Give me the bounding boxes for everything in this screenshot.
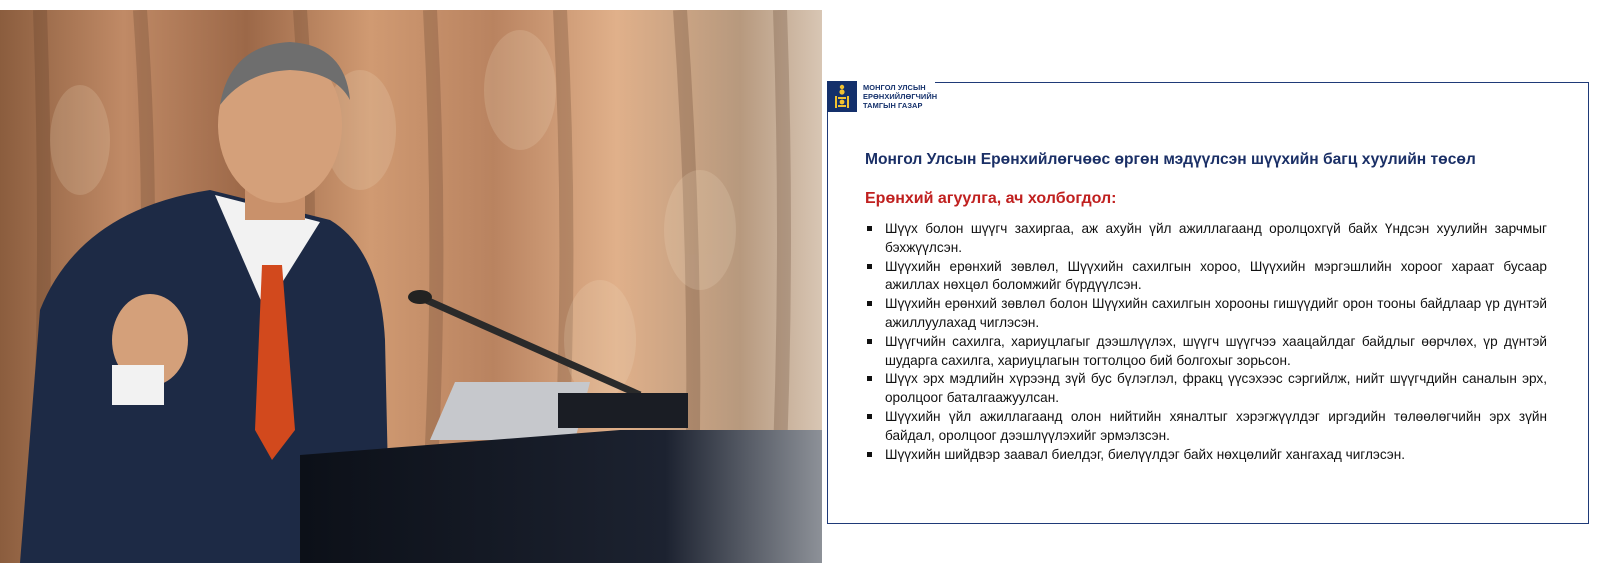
bullet-item: [865, 258, 1547, 296]
bullet-item: [865, 333, 1547, 371]
bullet-item: [865, 295, 1547, 333]
bullet-text: Шүүхийн ерөнхий зөвлөл болон Шүүхийн сахилгын хорооны гишүүдийг орон тооны байдлаар үр дүнтэй ажиллуулахад чиглэсэн.: [885, 296, 1547, 330]
presentation-slide: [827, 82, 1589, 524]
logo-line: ТАМГЫН ГАЗАР: [863, 101, 923, 110]
bullet-marker: [867, 376, 872, 381]
bullet-marker: [867, 301, 872, 306]
bullet-marker: [867, 414, 872, 419]
soyombo-emblem-icon: [827, 81, 857, 112]
bullet-list: [865, 220, 1547, 464]
bullet-text: Шүүх эрх мэдлийн хүрээнд зүй бус бүлэглэл, фракц үүсэхээс сэргийлж, нийт шүүгчдийн саналын эрх, оролцоог баталгаажуулсан.: [885, 371, 1547, 406]
bullet-item: [865, 408, 1547, 446]
bullet-marker: [867, 226, 872, 231]
bullet-text: Шүүхийн шийдвэр заавал биелдэг, биелүүлдэг байх нөхцөлийг хангахад чиглэсэн.: [885, 446, 1406, 462]
bullet-marker: [867, 264, 872, 269]
bullet-item: [865, 370, 1547, 408]
logo-line: ЕРӨНХИЙЛӨГЧИЙН: [863, 92, 938, 101]
logo: [827, 81, 937, 112]
bullet-marker: [867, 339, 872, 344]
slide-title: Монгол Улсын Ерөнхийлөгчөөс өргөн мэдүүлсэн шүүхийн багц хуулийн төсөл: [865, 151, 1476, 168]
bullet-text: Шүүхийн ерөнхий зөвлөл, Шүүхийн сахилгын хороо, Шүүхийн мэргэшлийн хороог хараат бусаар ажиллах нөхцөл боломжийг бүрдүүлсэн.: [885, 258, 1547, 293]
logo-line: МОНГОЛ УЛСЫН: [863, 83, 926, 92]
bullet-text: Шүүгчийн сахилга, хариуцлагыг дээшлүүлэх, шүүгч шүүгчээ хаацайлдаг байдлыг өөрчлөх, үр дүнтэй шударга сахилга, хариуцлагын тогтолцоо бий болгохыг зорьсон.: [885, 333, 1547, 368]
speaker-photo: [0, 10, 822, 563]
bullet-marker: [867, 452, 872, 457]
bullet-item: [865, 220, 1547, 258]
speaker-photo-illustration: [0, 10, 822, 563]
bullet-text: Шүүх болон шүүгч захиргаа, аж ахуйн үйл ажиллагаанд оролцохгүй байх Үндсэн хуулийн зарчмыг бэхжүүлсэн.: [885, 221, 1547, 255]
logo-text: [863, 83, 937, 110]
bullet-text: Шүүхийн үйл ажиллагаанд олон нийтийн хяналтыг хэрэгжүүлдэг иргэдийн төлөөлөгчийн эрх зүйн байдал, оролцоог дээшлүүлэхийг эрмэлзсэн.: [885, 408, 1547, 443]
bullet-item: [865, 446, 1547, 465]
section-title: Ерөнхий агуулга, ач холбогдол:: [865, 190, 1117, 207]
soyombo-emblem-svg: [827, 81, 857, 112]
